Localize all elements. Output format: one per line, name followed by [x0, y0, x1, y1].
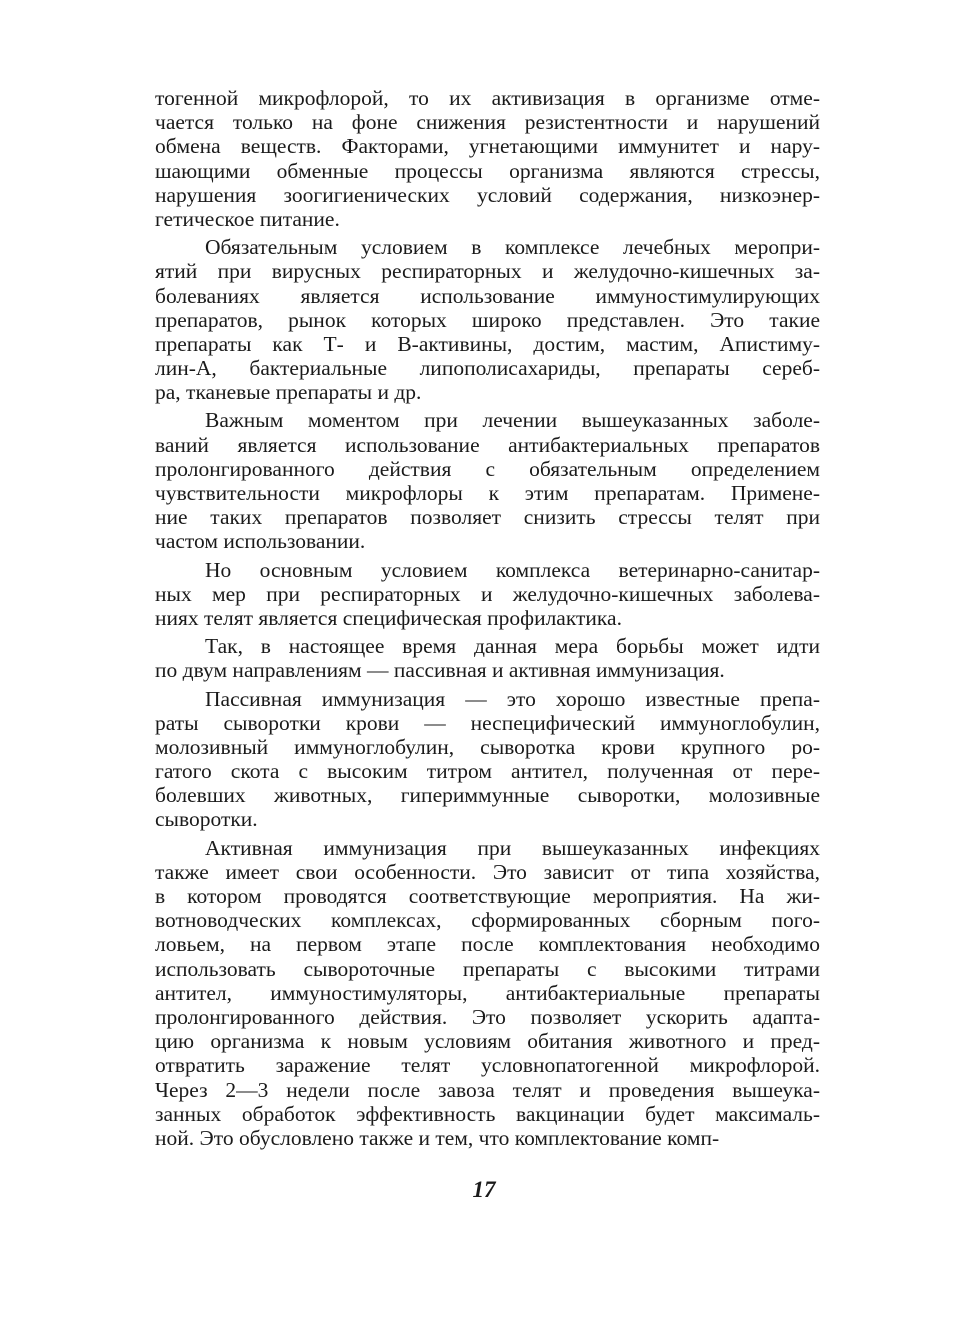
text-line: ных мер при респираторных и желудочно-кишечных заболева-	[155, 581, 820, 606]
text-line: лин-А, бактериальные липополисахариды, препараты сереб-	[155, 356, 820, 381]
text-line: болеваниях является использование иммуностимулирующих	[155, 283, 820, 308]
text-line: ваний является использование антибактериальных препаратов	[155, 432, 820, 457]
text-line: цию организма к новым условиям обитания животного и пред-	[155, 1029, 820, 1054]
paragraph	[155, 408, 820, 553]
text-line: пролонгированного действия. Это позволяет ускорить адапта-	[155, 1004, 820, 1029]
text-line: препаратов, рынок которых широко представлен. Это такие	[155, 307, 820, 332]
text-line: обмена веществ. Факторами, угнетающими иммунитет и нару-	[155, 134, 820, 159]
paragraph	[155, 86, 820, 231]
text-line: препараты как Т- и В-активины, достим, мастим, Апистиму-	[155, 331, 820, 356]
page-number: 17	[472, 1177, 496, 1202]
text-line: частом использовании.	[155, 529, 366, 554]
text-line: болевших животных, гипериммунные сыворотки, молозивные	[155, 783, 820, 808]
text-line: по двум направлениям — пассивная и активная иммунизация.	[155, 658, 725, 683]
text-line: Через 2—3 недели после завоза телят и проведения вышеука-	[155, 1077, 820, 1102]
text-line: ловьем, на первом этапе после комплектования необходимо	[155, 932, 820, 957]
text-line: вотноводческих комплексах, сформированных сборным пого-	[155, 908, 820, 933]
text-line: чувствительности микрофлоры к этим препаратам. Примене-	[155, 481, 820, 505]
text-line: Важным моментом при лечении вышеуказанных заболе-	[205, 408, 820, 433]
text-line: в котором проводятся соответствующие мероприятия. На жи-	[155, 884, 820, 908]
text-line: ниях телят является специфическая профилактика.	[155, 605, 622, 630]
text-line: Пассивная иммунизация — это хорошо известные препа-	[205, 686, 820, 711]
text-line: Обязательным условием в комплексе лечебных меропри-	[205, 235, 820, 260]
text-line: Активная иммунизация при вышеуказанных инфекциях	[205, 835, 820, 860]
paragraph	[155, 687, 820, 832]
text-line: ятий при вирусных респираторных и желудочно-кишечных за-	[155, 259, 820, 284]
text-line: ной. Это обусловлено также и тем, что комплектование комп-	[155, 1125, 720, 1150]
text-line: Но основным условием комплекса ветеринарно-санитар-	[205, 557, 820, 582]
text-line: использовать сывороточные препараты с высокими титрами	[155, 956, 820, 981]
text-line: также имеет свои особенности. Это зависит от типа хозяйства,	[155, 859, 820, 884]
text-line: нарушения зоогигиенических условий содержания, низкоэнер-	[155, 182, 820, 207]
text-line: сыворотки.	[155, 807, 258, 832]
text-line: тогенной микрофлорой, то их активизация в организме отме-	[155, 86, 820, 110]
paragraph	[155, 558, 820, 631]
text-line: раты сыворотки крови — неспецифический иммуноглобулин,	[155, 710, 820, 735]
text-line: пролонгированного действия с обязательным определением	[155, 456, 820, 481]
body-text	[155, 86, 820, 1150]
text-line: ра, тканевые препараты и др.	[155, 380, 422, 405]
text-line: гатого скота с высоким титром антител, полученная от пере-	[155, 759, 820, 784]
paragraph	[155, 836, 820, 1150]
text-line: занных обработок эффективность вакцинации будет максималь-	[155, 1101, 820, 1126]
text-line: молозивный иммуноглобулин, сыворотка крови крупного ро-	[155, 734, 820, 759]
text-line: Так, в настоящее время данная мера борьбы может идти	[205, 634, 820, 659]
text-line: чается только на фоне снижения резистентности и нарушений	[155, 110, 820, 135]
text-line: антител, иммуностимуляторы, антибактериальные препараты	[155, 980, 820, 1005]
text-line: отвратить заражение телят условнопатогенной микрофлорой.	[155, 1053, 820, 1078]
text-line: шающими обменные процессы организма являются стрессы,	[155, 158, 820, 183]
text-line: гетическое питание.	[155, 206, 340, 231]
text-line: ние таких препаратов позволяет снизить стрессы телят при	[155, 505, 820, 530]
paragraph	[155, 235, 820, 404]
paragraph	[155, 634, 820, 682]
